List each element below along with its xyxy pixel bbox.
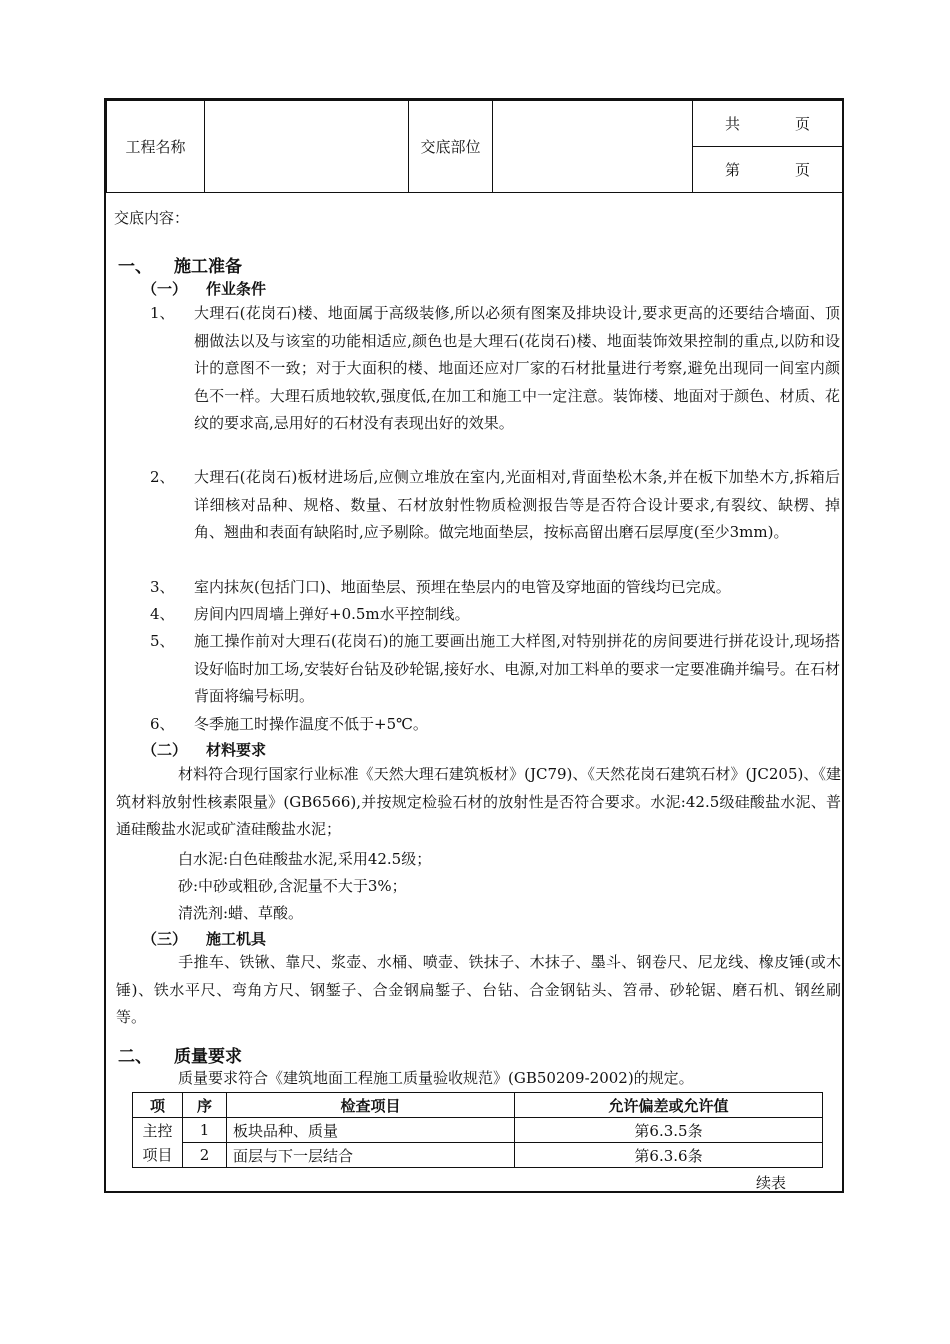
table-row (133, 1143, 823, 1168)
subsection-1-title: 作业条件 (206, 280, 267, 298)
section-2-title: 质量要求 (174, 1047, 242, 1067)
materials-text: 材料符合现行国家行业标准《天然大理石建筑板材》(JC79)、《天然花岗石建筑石材》(JC205)、《建筑材料放射性核素限量》(GB6566),并按规定检验石材的放射性是否符合要求。水泥:42.5级硅酸盐水泥、普通硅酸盐水泥或矿渣硅酸盐水泥； (116, 765, 841, 838)
row-seq: 1 (183, 1118, 227, 1143)
section-2-number: 二、 (118, 1047, 152, 1067)
subsection-3-title: 施工机具 (206, 930, 267, 948)
quality-table (132, 1092, 823, 1168)
subsection-1-heading (142, 278, 266, 299)
list-item (150, 601, 842, 629)
page-label-b: 页 (794, 161, 810, 179)
project-name-label: 工程名称 (107, 101, 205, 193)
item-text: 大理石(花岗石)楼、地面属于高级装修,所以必须有图案及排块设计,要求更高的还要结合墙面、顶棚做法以及与该室的功能相适应,颜色也是大理石(花岗石)楼、地面装饰效果控制的重点,以防和设计的意图不一致；对于大面积的楼、地面还应对厂家的石材批量进行考察,避免出现同一间室内颜色不一样。大理石质地较软,强度低,在加工和施工中一定注意。装饰楼、地面对于颜色、材质、花纹的要求高,忌用好的石材没有表现出好的效果。 (194, 304, 840, 432)
item-number: 3、 (150, 578, 175, 596)
item-number: 6、 (150, 715, 175, 733)
item-number: 5、 (150, 632, 175, 650)
content-label: 交底内容： (114, 209, 190, 227)
subsection-2-heading (142, 739, 266, 760)
list-item (150, 628, 842, 711)
materials-paragraph (116, 761, 841, 844)
list-item (150, 464, 842, 547)
subsection-2-number: （二） (142, 741, 188, 759)
total-label-b: 页 (794, 115, 810, 133)
document-frame (104, 98, 844, 1193)
header-table (106, 100, 843, 193)
subsection-2-title: 材料要求 (206, 741, 267, 759)
section-1-number: 一、 (118, 257, 152, 277)
continued-label: 续表 (756, 1174, 787, 1192)
row-seq: 2 (183, 1143, 227, 1168)
row-value: 第6.3.6条 (515, 1143, 823, 1168)
tools-paragraph (116, 949, 841, 1032)
page-number-cell (693, 147, 843, 193)
subsection-1-number: （一） (142, 280, 188, 298)
item-text: 大理石(花岗石)板材进场后,应侧立堆放在室内,光面相对,背面垫松木条,并在板下加垫木方,拆箱后详细核对品种、规格、数量、石材放射性物质检测报告等是否符合设计要求,有裂纹、缺楞、掉角、翘曲和表面有缺陷时,应予剔除。做完地面垫层，按标高留出磨石层厚度(至少3mm)。 (194, 468, 840, 541)
group-label: 项目 (133, 1143, 183, 1168)
row-item: 面层与下一层结合 (227, 1143, 515, 1168)
list-item (150, 300, 842, 438)
item-text: 冬季施工时操作温度不低于+5℃。 (194, 715, 428, 733)
item-number: 1、 (150, 304, 175, 322)
table-header: 允许偏差或允许值 (515, 1093, 823, 1118)
subsection-3-number: （三） (142, 930, 188, 948)
item-text: 施工操作前对大理石(花岗石)的施工要画出施工大样图,对特别拼花的房间要进行拼花设计,现场搭设好临时加工场,安装好台钻及砂轮锯,接好水、电源,对加工料单的要求一定要准确并编号。在石材背面将编号标明。 (194, 632, 840, 705)
table-header: 检查项目 (227, 1093, 515, 1118)
total-label-a: 共 (724, 115, 740, 133)
quality-paragraph: 质量要求符合《建筑地面工程施工质量验收规范》(GB50209-2002)的规定。 (178, 1069, 694, 1087)
section-1-title: 施工准备 (174, 257, 242, 277)
item-text: 室内抹灰(包括门口)、地面垫层、预埋在垫层内的电管及穿地面的管线均已完成。 (194, 578, 731, 596)
part-label: 交底部位 (409, 101, 493, 193)
page-label-a: 第 (724, 161, 740, 179)
item-text: 房间内四周墙上弹好+0.5m水平控制线。 (194, 605, 470, 623)
section-1-heading (118, 252, 242, 277)
section-2-heading (118, 1042, 242, 1067)
item-number: 4、 (150, 605, 175, 623)
table-header: 项 (133, 1093, 183, 1118)
materials-line: 砂:中砂或粗砂,含泥量不大于3%； (178, 877, 407, 895)
table-row (133, 1118, 823, 1143)
table-header: 序 (183, 1093, 227, 1118)
item-number: 2、 (150, 468, 175, 486)
total-pages-cell (693, 101, 843, 147)
list-item (150, 574, 842, 602)
materials-line: 清洗剂:蜡、草酸。 (178, 904, 304, 922)
row-item: 板块品种、质量 (227, 1118, 515, 1143)
materials-line: 白水泥:白色硅酸盐水泥,采用42.5级； (178, 850, 432, 868)
list-item (150, 711, 842, 739)
tools-text: 手推车、铁锹、靠尺、浆壶、水桶、喷壶、铁抹子、木抹子、墨斗、钢卷尺、尼龙线、橡皮锤(或木锤)、铁水平尺、弯角方尺、钢錾子、合金钢扁錾子、台钻、合金钢钻头、笤帚、砂轮锯、磨石机、钢丝刷等。 (116, 953, 841, 1026)
project-name-value[interactable] (205, 101, 409, 193)
part-value[interactable] (493, 101, 693, 193)
row-value: 第6.3.5条 (515, 1118, 823, 1143)
subsection-3-heading (142, 928, 266, 949)
group-label: 主控 (133, 1118, 183, 1143)
